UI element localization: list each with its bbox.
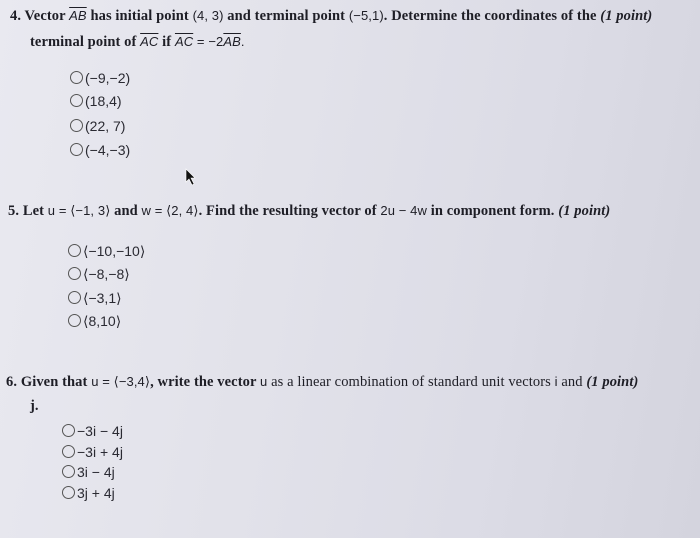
- answer-option[interactable]: [68, 313, 121, 330]
- expression: 2u − 4w: [380, 203, 427, 218]
- points-label: (1 point): [586, 374, 639, 390]
- question-number: 5.: [8, 203, 20, 219]
- answer-option[interactable]: [70, 70, 130, 86]
- radio-button[interactable]: [62, 424, 75, 437]
- mouse-pointer-icon: [185, 168, 197, 186]
- question-4-line-2: [30, 34, 245, 51]
- question-text: Vector: [24, 8, 66, 24]
- radio-button[interactable]: [68, 244, 81, 257]
- option-label: ⟨−8,−8⟩: [83, 266, 130, 282]
- question-text: and terminal point: [227, 8, 346, 24]
- option-label: 3j + 4j: [77, 485, 115, 501]
- equation-text: = −2: [193, 34, 224, 49]
- radio-button[interactable]: [70, 119, 83, 132]
- question-text: in component form.: [430, 203, 555, 219]
- option-label: (18,4): [85, 93, 122, 109]
- points-label: (1 point): [600, 8, 653, 24]
- answer-option[interactable]: [68, 243, 145, 260]
- question-text: as a linear combination of standard unit vectors: [271, 374, 551, 390]
- radio-button[interactable]: [68, 314, 81, 327]
- radio-button[interactable]: [70, 94, 83, 107]
- unit-vector-j: j.: [30, 398, 39, 414]
- answer-option[interactable]: [70, 93, 122, 109]
- initial-point: (4, 3): [192, 8, 224, 23]
- radio-button[interactable]: [68, 291, 81, 304]
- radio-button[interactable]: [62, 445, 75, 458]
- question-4-line-1: [10, 8, 652, 25]
- vector-ab: $\overline{AB}$: [223, 34, 241, 49]
- question-text: and: [561, 374, 583, 390]
- question-number: 4.: [10, 8, 22, 24]
- question-text: . Find the resulting vector of: [198, 203, 377, 219]
- radio-button[interactable]: [62, 486, 75, 499]
- option-label: 3i − 4j: [77, 464, 115, 480]
- vector-u: u: [260, 374, 268, 389]
- vector-ac: $\overline{AC}$: [174, 34, 194, 49]
- question-text: has initial point: [90, 8, 189, 24]
- unit-vector-i: i: [554, 374, 558, 389]
- option-label: (−9,−2): [85, 70, 131, 86]
- question-text: if: [162, 34, 172, 50]
- answer-option[interactable]: [62, 485, 115, 501]
- vector-ab: $\overline{AB}$: [69, 8, 87, 23]
- question-5-line-1: [8, 203, 610, 220]
- question-6-line-1: [6, 374, 638, 391]
- terminal-point: (−5,1): [348, 8, 384, 23]
- answer-option[interactable]: [62, 444, 123, 460]
- radio-button[interactable]: [68, 267, 81, 280]
- option-label: ⟨−3,1⟩: [83, 290, 122, 306]
- question-text: terminal point of: [30, 34, 137, 50]
- question-text: and: [114, 203, 138, 219]
- question-text: Given that: [20, 374, 88, 390]
- points-label: (1 point): [558, 203, 611, 219]
- question-number: 6.: [6, 374, 18, 390]
- option-label: −3i − 4j: [77, 423, 123, 439]
- vector-w: w = ⟨2, 4⟩: [141, 203, 199, 218]
- equation-text: .: [240, 34, 245, 49]
- option-label: ⟨8,10⟩: [83, 313, 122, 329]
- answer-option[interactable]: [68, 266, 130, 283]
- radio-button[interactable]: [62, 465, 75, 478]
- answer-option[interactable]: [68, 290, 122, 307]
- question-6-line-2: [30, 398, 39, 415]
- option-label: (22, 7): [85, 118, 126, 134]
- answer-option[interactable]: [62, 464, 115, 480]
- answer-option[interactable]: [62, 423, 123, 439]
- radio-button[interactable]: [70, 143, 83, 156]
- answer-option[interactable]: [70, 118, 125, 134]
- question-text: . Determine the coordinates of the: [383, 8, 597, 24]
- question-text: , write the vector: [150, 374, 257, 390]
- question-text: Let: [22, 203, 45, 219]
- option-label: (−4,−3): [85, 142, 131, 158]
- option-label: −3i + 4j: [77, 444, 123, 460]
- option-label: ⟨−10,−10⟩: [83, 243, 146, 259]
- answer-option[interactable]: [70, 142, 130, 158]
- vector-ac: $\overline{AC}$: [140, 34, 159, 49]
- vector-u: u = ⟨−3,4⟩: [91, 374, 151, 389]
- vector-u: u = ⟨−1, 3⟩: [47, 203, 111, 218]
- radio-button[interactable]: [70, 71, 83, 84]
